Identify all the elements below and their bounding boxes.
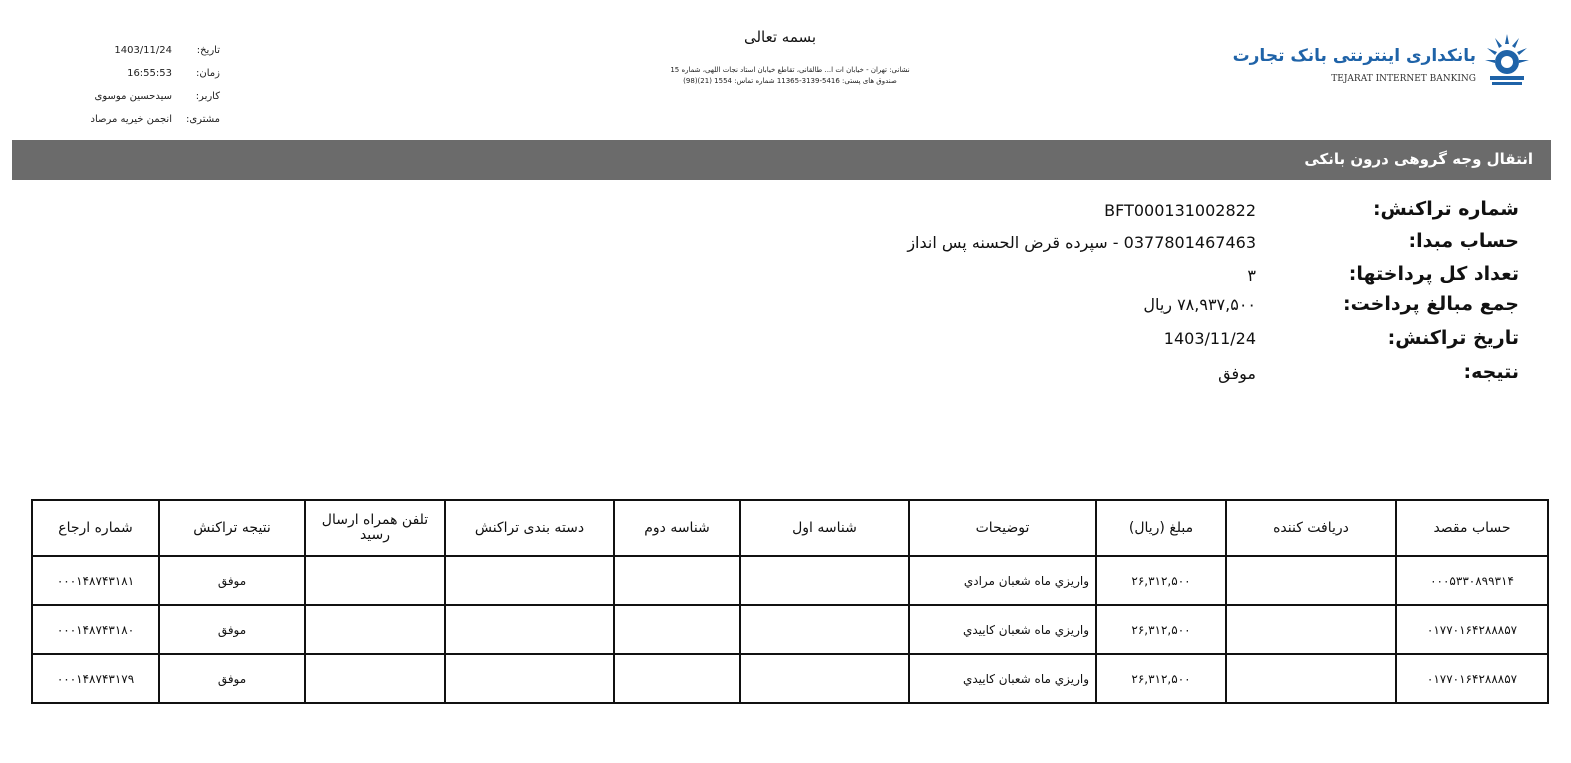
cell-amount: ۲۶,۳۱۲,۵۰۰ (1096, 605, 1226, 654)
logo-english-text: TEJARAT INTERNET BANKING (1331, 74, 1476, 84)
payment-count-label: تعداد کل پرداختها: (1348, 263, 1519, 285)
cell-destination-account: ۰۱۷۷۰۱۶۴۲۸۸۸۵۷ (1396, 605, 1548, 654)
col-description: توضیحات (909, 500, 1096, 556)
bismillah-heading: بسمه تعالی (743, 28, 817, 46)
cell-mobile-receipt (305, 556, 445, 605)
col-result: نتیجه تراکنش (159, 500, 305, 556)
meta-customer-label: مشتری: (185, 114, 220, 125)
cell-destination-account: ۰۱۷۷۰۱۶۴۲۸۸۸۵۷ (1396, 654, 1548, 703)
cell-description: واریزي ماه شعبان کاییدي (909, 605, 1096, 654)
payment-total-label: جمع مبالغ پرداخت: (1342, 293, 1519, 315)
source-account-label: حساب مبدا: (1408, 230, 1519, 252)
result-value: موفق (1218, 364, 1256, 383)
transaction-date-value: 1403/11/24 (1163, 329, 1256, 348)
cell-second-id (614, 605, 740, 654)
cell-receiver (1226, 556, 1396, 605)
meta-date (60, 45, 220, 65)
table-row (32, 605, 1548, 654)
cell-amount: ۲۶,۳۱۲,۵۰۰ (1096, 654, 1226, 703)
meta-customer-value: انجمن خیریه مرصاد (90, 114, 172, 125)
page-title: انتقال وجه گروهی درون بانکی (1304, 150, 1533, 168)
cell-mobile-receipt (305, 654, 445, 703)
payment-total-value: ۷۸,۹۳۷,۵۰۰ ریال (1143, 295, 1256, 314)
table-header-row (32, 500, 1548, 556)
cell-result: موفق (159, 654, 305, 703)
meta-date-label: تاریخ: (196, 45, 220, 56)
cell-reference: ۰۰۰۱۴۸۷۴۳۱۷۹ (32, 654, 159, 703)
cell-first-id (740, 605, 909, 654)
cell-reference: ۰۰۰۱۴۸۷۴۳۱۸۰ (32, 605, 159, 654)
title-band (12, 140, 1551, 180)
transfers-table (31, 499, 1549, 704)
transaction-number-value: BFT000131002822 (1104, 201, 1256, 220)
col-mobile-receipt: تلفن همراه ارسال رسید (305, 500, 445, 556)
col-receiver: دریافت کننده (1226, 500, 1396, 556)
col-destination-account: حساب مقصد (1396, 500, 1548, 556)
cell-first-id (740, 654, 909, 703)
cell-destination-account: ۰۰۰۵۳۳۰۸۹۹۳۱۴ (1396, 556, 1548, 605)
meta-time-value: 16:55:53 (127, 68, 172, 79)
transaction-date-label: تاریخ تراکنش: (1387, 327, 1519, 349)
cell-result: موفق (159, 605, 305, 654)
cell-receiver (1226, 654, 1396, 703)
cell-mobile-receipt (305, 605, 445, 654)
meta-time-label: زمان: (196, 68, 220, 79)
col-category: دسته بندی تراکنش (445, 500, 614, 556)
tejarat-emblem-icon (1482, 30, 1532, 90)
meta-user-value: سید‌حسین موسوی (94, 91, 172, 102)
result-label: نتیجه: (1463, 361, 1519, 383)
transaction-number-label: شماره تراکنش: (1372, 198, 1519, 220)
table-row (32, 654, 1548, 703)
meta-customer (60, 114, 220, 134)
col-first-id: شناسه اول (740, 500, 909, 556)
cell-receiver (1226, 605, 1396, 654)
meta-date-value: 1403/11/24 (114, 45, 172, 56)
col-reference: شماره ارجاع (32, 500, 159, 556)
cell-second-id (614, 654, 740, 703)
cell-description: واریزي ماه شعبان مرادي (909, 556, 1096, 605)
meta-time (60, 68, 220, 88)
address-line-2: صندوق های پستی: 5416-3139-11365 شماره تماس: 1554 (21)(98) (683, 77, 897, 85)
cell-second-id (614, 556, 740, 605)
logo-persian-text: بانکداری اینترنتی بانک تجارت (1232, 46, 1476, 66)
bank-logo (1232, 30, 1540, 94)
meta-user-label: کاربر: (195, 91, 220, 102)
cell-category (445, 654, 614, 703)
cell-reference: ۰۰۰۱۴۸۷۴۳۱۸۱ (32, 556, 159, 605)
col-amount: مبلغ (ریال) (1096, 500, 1226, 556)
cell-result: موفق (159, 556, 305, 605)
table-row (32, 556, 1548, 605)
cell-first-id (740, 556, 909, 605)
address-line-1: نشانی: تهران - خیابان ات ا... طالقانی، تقاطع خیابان استاد نجات اللهی، شماره 15 (670, 66, 910, 74)
payment-count-value: ۳ (1247, 266, 1256, 285)
cell-category (445, 556, 614, 605)
cell-category (445, 605, 614, 654)
source-account-value: 0377801467463 - سپرده قرض الحسنه پس انداز (907, 233, 1256, 252)
cell-description: واریزي ماه شعبان کاییدي (909, 654, 1096, 703)
col-second-id: شناسه دوم (614, 500, 740, 556)
cell-amount: ۲۶,۳۱۲,۵۰۰ (1096, 556, 1226, 605)
meta-user (60, 91, 220, 111)
